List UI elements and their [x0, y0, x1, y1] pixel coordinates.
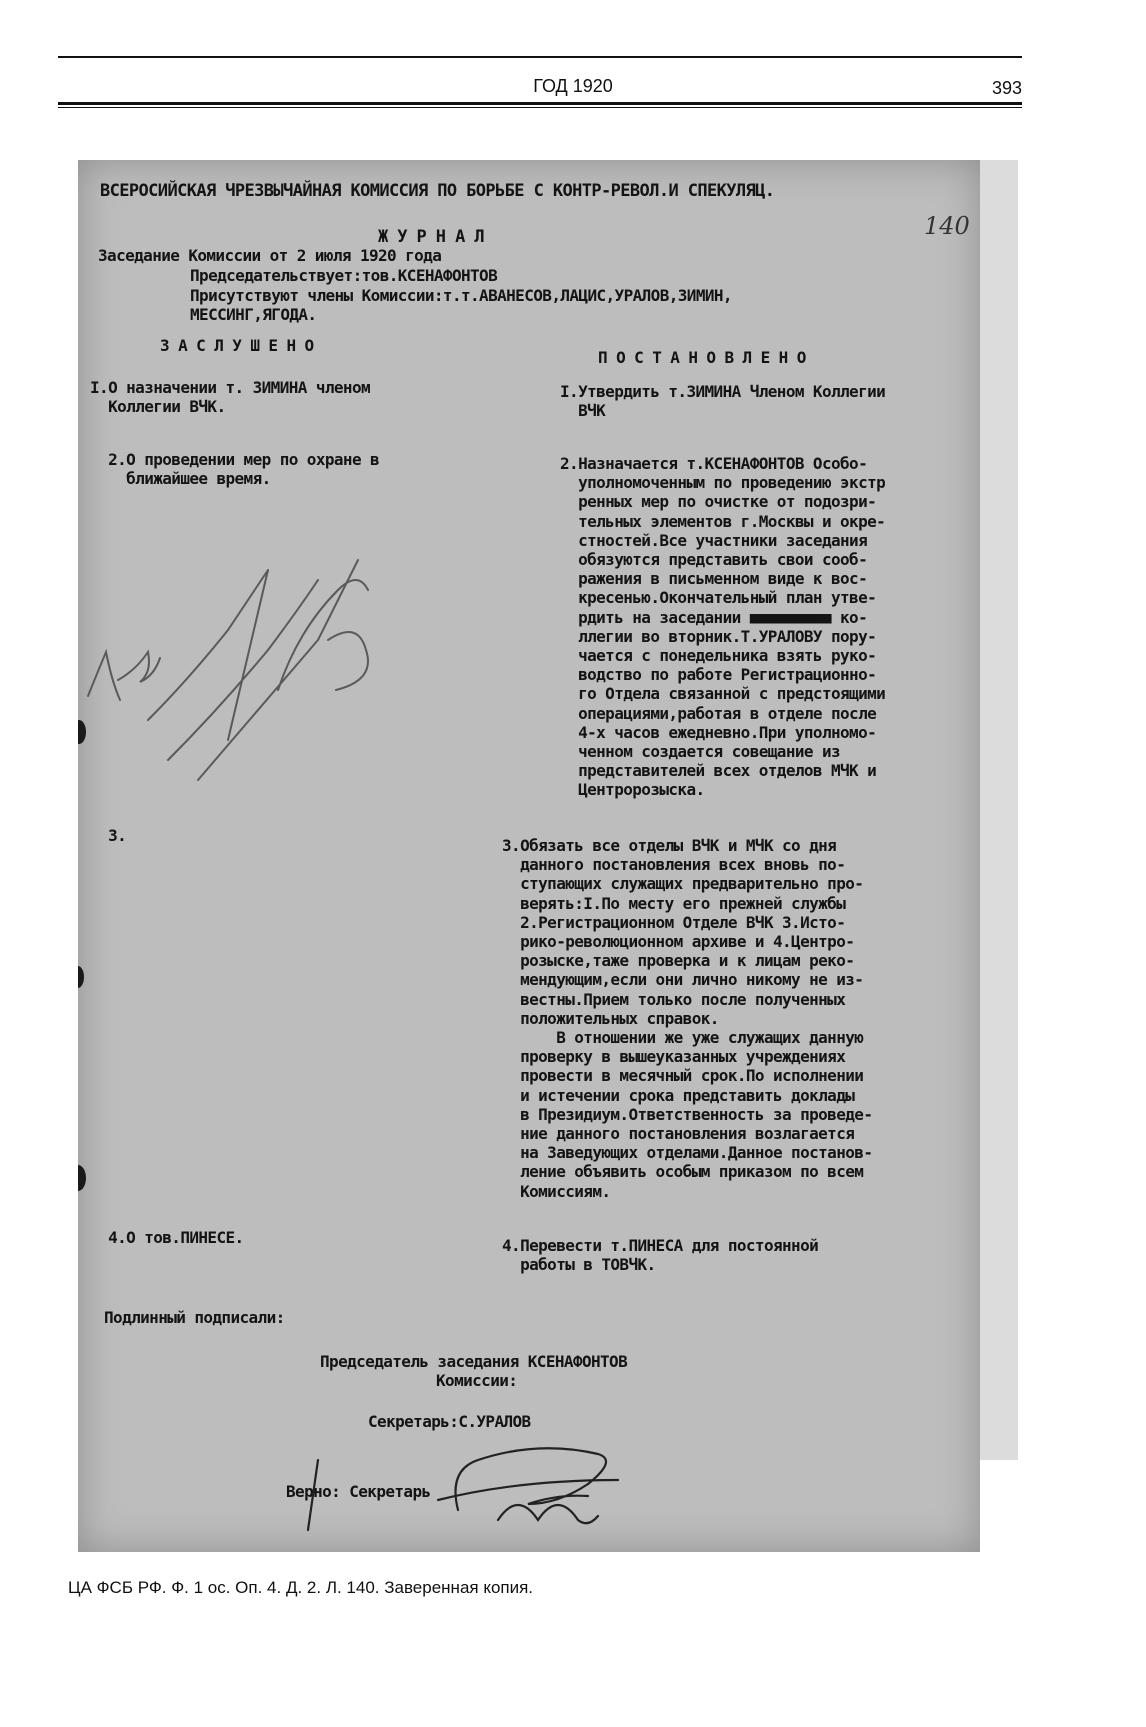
present-line-2: МЕССИНГ,ЯГОДА. — [190, 305, 317, 324]
top-rule — [58, 56, 1022, 58]
chairman-line-1: Председатель заседания КСЕНАФОНТОВ — [320, 1352, 628, 1371]
decided-item-3: 3.Обязать все отделы ВЧК и МЧК со дня данного постановления всех вновь по- ступающих служащих предварительно про- верять:I.По месту его прежней службы 2.Регистрационном Отделе ВЧК 3.Исто- рико-революционном архиве и 4.Центро- розыске,таже проверка и к лицам реко- мендующим,если они лично никому не из- вестны.Прием только после полученных положительных справок. В отношении же уже служащих данную проверку в вышеуказанных учреждениях провести в месячный срок.По исполнении и истечении срока представить доклады в Президиум.Ответственность за проведе- ние данного постановления возлагается на Заведующих отделами.Данное постанов- ление объявить особым приказом по всем Комиссиям. — [502, 836, 873, 1201]
decided-item-2: 2.Назначается т.КСЕНАФОНТОВ Особо- уполномоченным по проведению экстр ренных мер по очистке от подозри- тельных элементов г.Москвы и окре- стностей.Все участники заседания обязуются представить свои сооб- ражения в письменном виде к вос- кресенью.Окончательный план утве- рдить на заседании ■■■■■■■■■ ко- ллегии во вторник.Т.УРАЛОВУ пору- чается с понедельника взять руко- водство по работе Регистрационно- го Отдела связанной с предстоящими операциями,работая в отделе после 4-х часов ежедневно.При уполномо- ченном создается совещание из представителей всех отделов МЧК и Центророзыска. — [560, 454, 886, 800]
page-number: 393 — [991, 78, 1022, 98]
heard-item-1: I.О назначении т. ЗИМИНА членом Коллегии ВЧК. — [90, 378, 371, 417]
adjacent-page-edge — [980, 160, 1018, 1460]
secretary-line: Секретарь:С.УРАЛОВ — [368, 1412, 531, 1431]
archive-caption: ЦА ФСБ РФ. Ф. 1 ос. Оп. 4. Д. 2. Л. 140. Заверенная копия. — [68, 1578, 534, 1597]
journal-title: Ж У Р Н А Л — [378, 227, 484, 247]
meeting-line: Заседание Комиссии от 2 июля 1920 года — [98, 246, 442, 265]
heard-item-2: 2.О проведении мер по охране в ближайшее время. — [108, 450, 380, 489]
chair-line: Председательствует:тов.КСЕНАФОНТОВ — [190, 266, 498, 285]
decided-heading: П О С Т А Н О В Л Е Н О — [598, 348, 806, 367]
header-rule-thin — [58, 107, 1022, 108]
pencil-annotation — [78, 160, 980, 1552]
header-rule-thick — [58, 102, 1022, 105]
decided-item-1: I.Утвердить т.ЗИМИНА Членом Коллегии ВЧК — [560, 382, 886, 421]
signed-line: Подлинный подписали: — [104, 1308, 285, 1327]
archival-document-scan — [78, 160, 980, 1552]
certified-line: Верно: Секретарь — [286, 1482, 431, 1501]
chairman-line-2: Комиссии: — [436, 1371, 518, 1390]
org-header: ВСЕРОСИЙСКАЯ ЧРЕЗВЫЧАЙНАЯ КОМИССИЯ ПО БОРЬБЕ С КОНТР-РЕВОЛ.И СПЕКУЛЯЦ. — [100, 181, 775, 201]
sheet-number: 140 — [924, 212, 970, 240]
heard-item-4: 4.О тов.ПИНЕСЕ. — [90, 1228, 244, 1247]
heard-item-3: 3. — [90, 826, 127, 845]
present-line-1: Присутствуют члены Комиссии:т.т.АВАНЕСОВ,ЛАЦИС,УРАЛОВ,ЗИМИН, — [190, 286, 732, 305]
running-title: ГОД 1920 — [533, 76, 613, 96]
heard-heading: З А С Л У Ш Е Н О — [160, 336, 314, 355]
decided-item-4: 4.Перевести т.ПИНЕСА для постоянной работы в ТОВЧК. — [502, 1236, 819, 1275]
